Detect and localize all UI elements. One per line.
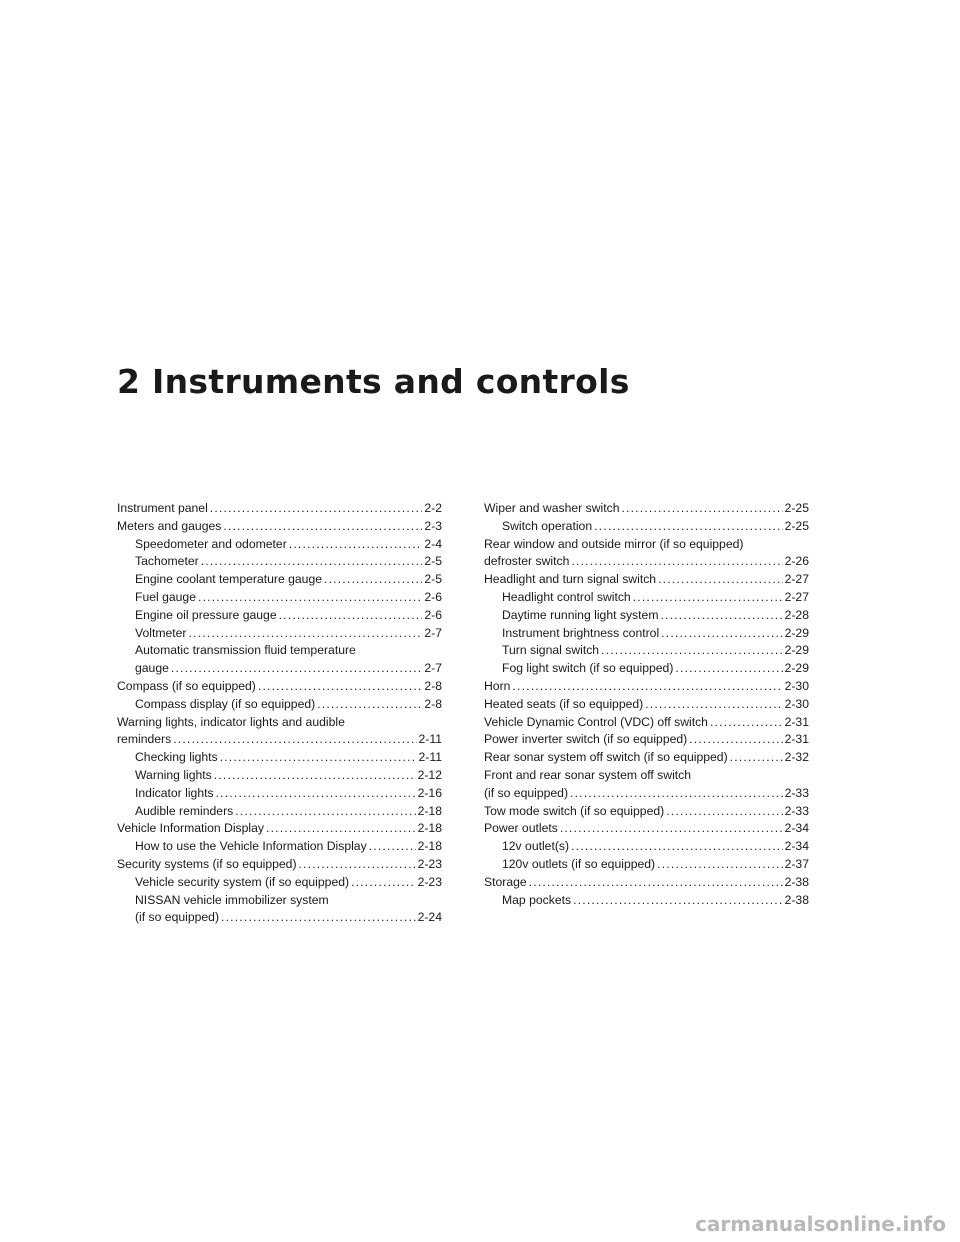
toc-entry[interactable] (484, 838, 809, 856)
toc-entry-title: Heated seats (if so equipped) (484, 696, 644, 711)
toc-right-column (484, 500, 809, 909)
toc-entry[interactable] (484, 749, 809, 767)
toc-entry[interactable] (484, 500, 809, 518)
toc-entry[interactable] (484, 571, 809, 589)
dot-leader (657, 856, 782, 874)
dot-leader (216, 785, 416, 803)
dot-leader (279, 607, 423, 625)
toc-entry-title: Checking lights (135, 750, 218, 765)
toc-entry-title: Instrument panel (117, 501, 208, 515)
toc-entry[interactable] (117, 874, 442, 892)
toc-entry-title: Audible reminders (135, 803, 234, 818)
dot-leader (666, 803, 782, 821)
toc-entry-title-line1: Front and rear sonar system off switch (484, 767, 692, 782)
toc-entry-title: Fuel gauge (135, 589, 196, 604)
dot-leader (369, 838, 416, 856)
toc-entry-title: 120v outlets (if so equipped) (502, 856, 656, 871)
toc-entry[interactable] (484, 874, 809, 892)
dot-leader (661, 625, 782, 643)
toc-entry[interactable] (484, 625, 809, 643)
toc-entry[interactable] (117, 838, 442, 856)
toc-entry-title: Fog light switch (if so equipped) (502, 661, 674, 676)
toc-entry-title: Vehicle Information Display (117, 821, 264, 836)
toc-entry-title: Speedometer and odometer (135, 536, 287, 551)
toc-entry[interactable] (484, 589, 809, 607)
toc-entry-page-number: 2-25 (784, 501, 809, 515)
dot-leader (512, 678, 782, 696)
toc-entry-title: How to use the Vehicle Information Display (135, 839, 367, 854)
toc-entry-page-number: 2-18 (417, 839, 442, 854)
dot-leader (560, 820, 783, 838)
toc-entry[interactable] (484, 803, 809, 821)
dot-leader (351, 874, 416, 892)
toc-entry-title: 12v outlet(s) (502, 839, 570, 854)
toc-entry-title-line1: NISSAN vehicle immobilizer system (135, 892, 329, 907)
toc-entry[interactable] (484, 696, 809, 714)
toc-entry[interactable] (484, 678, 809, 696)
toc-entry[interactable] (484, 660, 809, 678)
toc-entry[interactable] (117, 785, 442, 803)
toc-entry-page-number: 2-11 (418, 732, 442, 747)
toc-entry-title-line1: Warning lights, indicator lights and audible (117, 714, 345, 729)
dot-leader (571, 553, 782, 571)
toc-entry[interactable] (117, 820, 442, 838)
toc-entry-page-number: 2-28 (784, 607, 809, 622)
dot-leader (171, 660, 422, 678)
toc-entry-title: Horn (484, 678, 511, 693)
toc-entry-page-number: 2-16 (417, 785, 442, 800)
toc-entry-title: Power outlets (484, 821, 558, 836)
toc-entry[interactable] (117, 696, 442, 714)
toc-entry-page-number: 2-7 (424, 625, 442, 640)
toc-entry-page-number: 2-12 (417, 767, 442, 782)
toc-entry[interactable] (117, 536, 442, 554)
dot-leader (289, 536, 423, 554)
toc-entry-page-number: 2-33 (784, 803, 809, 818)
dot-leader (188, 625, 422, 643)
toc-entry-title: Vehicle Dynamic Control (VDC) off switch (484, 714, 708, 729)
toc-entry-title: defroster switch (484, 554, 570, 569)
toc-entry[interactable] (117, 625, 442, 643)
toc-entry-title: (if so equipped) (135, 910, 220, 925)
toc-entry-title: Voltmeter (135, 625, 187, 640)
toc-entry-title: Instrument brightness control (502, 625, 660, 640)
dot-leader (235, 803, 415, 821)
toc-entry-title: Engine coolant temperature gauge (135, 572, 323, 587)
dot-leader (266, 820, 416, 838)
toc-entry-page-number: 2-5 (424, 572, 442, 587)
toc-entry-page-number: 2-6 (424, 607, 442, 622)
dot-leader (317, 696, 422, 714)
toc-entry-title: Engine oil pressure gauge (135, 607, 277, 622)
toc-entry-title-line1: Automatic transmission fluid temperature (135, 643, 356, 658)
toc-entry-title: Wiper and washer switch (484, 501, 620, 515)
toc-entry-title: Headlight and turn signal switch (484, 572, 657, 587)
chapter-title: 2 Instruments and controls (117, 362, 630, 401)
dot-leader (730, 749, 783, 767)
toc-entry[interactable] (117, 500, 442, 518)
toc-entry-title: Daytime running light system (502, 607, 659, 622)
toc-entry-page-number: 2-3 (424, 518, 442, 533)
toc-entry[interactable] (117, 767, 442, 785)
dot-leader (223, 518, 422, 536)
dot-leader (621, 500, 782, 518)
dot-leader (675, 660, 782, 678)
toc-entry-title: Vehicle security system (if so equipped) (135, 874, 350, 889)
toc-entry-page-number: 2-5 (424, 554, 442, 569)
dot-leader (198, 589, 422, 607)
watermark: carmanualsonline.info (695, 1212, 946, 1236)
toc-entry[interactable] (117, 571, 442, 589)
toc-entry-title: Turn signal switch (502, 643, 600, 658)
toc-entry[interactable] (117, 749, 442, 767)
toc-entry-title: Compass (if so equipped) (117, 678, 256, 693)
toc-entry-page-number: 2-31 (784, 714, 809, 729)
toc-entry-page-number: 2-34 (784, 839, 809, 854)
toc-entry-page-number: 2-31 (784, 732, 809, 747)
dot-leader (299, 856, 416, 874)
toc-entry-title: (if so equipped) (484, 785, 569, 800)
dot-leader (173, 731, 416, 749)
dot-leader (658, 571, 783, 589)
toc-entry-page-number: 2-29 (784, 625, 809, 640)
toc-entry[interactable] (484, 731, 809, 749)
toc-entry-page-number: 2-30 (784, 678, 809, 693)
toc-entry-page-number: 2-27 (784, 572, 809, 587)
toc-entry-page-number: 2-32 (784, 750, 809, 765)
toc-entry-page-number: 2-30 (784, 696, 809, 711)
toc-entry-page-number: 2-26 (784, 554, 809, 569)
toc-entry-page-number: 2-37 (784, 856, 809, 871)
toc-entry[interactable] (484, 518, 809, 536)
toc-entry-title: reminders (117, 732, 172, 747)
toc-entry[interactable] (117, 553, 442, 571)
toc-entry-page-number: 2-8 (424, 696, 442, 711)
dot-leader (201, 553, 423, 571)
toc-entry-page-number: 2-18 (417, 821, 442, 836)
toc-entry-title: Storage (484, 874, 527, 889)
toc-entry-title: Warning lights (135, 767, 212, 782)
toc-entry-page-number: 2-7 (424, 661, 442, 676)
toc-entry-title: Rear sonar system off switch (if so equipped) (484, 750, 728, 765)
dot-leader (214, 767, 416, 785)
toc-entry-page-number: 2-27 (784, 589, 809, 604)
toc-entry-title: gauge (135, 661, 169, 676)
toc-entry[interactable] (117, 518, 442, 536)
toc-entry-page-number: 2-29 (784, 661, 809, 676)
toc-entry[interactable] (117, 678, 442, 696)
toc-entry[interactable] (117, 892, 442, 928)
toc-entry-page-number: 2-23 (417, 874, 442, 889)
dot-leader (594, 518, 782, 536)
toc-entry-title: Map pockets (502, 892, 572, 907)
toc-entry[interactable] (484, 536, 809, 572)
toc-entry[interactable] (484, 607, 809, 625)
toc-entry[interactable] (484, 642, 809, 660)
toc-entry-page-number: 2-24 (417, 910, 442, 925)
dot-leader (645, 696, 782, 714)
toc-entry-title: Tow mode switch (if so equipped) (484, 803, 665, 818)
dot-leader (689, 731, 782, 749)
toc-entry[interactable] (484, 714, 809, 732)
toc-entry-page-number: 2-18 (417, 803, 442, 818)
toc-entry-title: Headlight control switch (502, 589, 631, 604)
toc-entry-page-number: 2-38 (784, 892, 809, 907)
toc-entry-page-number: 2-11 (418, 750, 442, 765)
dot-leader (258, 678, 423, 696)
dot-leader (529, 874, 783, 892)
toc-entry[interactable] (117, 642, 442, 678)
toc-entry-title: Switch operation (502, 518, 593, 533)
toc-entry[interactable] (117, 803, 442, 821)
toc-entry-page-number: 2-25 (784, 518, 809, 533)
toc-entry-title: Security systems (if so equipped) (117, 856, 297, 871)
toc-entry-title: Meters and gauges (117, 518, 222, 533)
dot-leader (601, 642, 783, 660)
toc-entry-page-number: 2-29 (784, 643, 809, 658)
toc-entry-title: Power inverter switch (if so equipped) (484, 732, 688, 747)
toc-entry-title-line1: Rear window and outside mirror (if so equipped) (484, 536, 744, 551)
dot-leader (571, 838, 783, 856)
toc-entry[interactable] (484, 767, 809, 803)
toc-entry-page-number: 2-34 (784, 821, 809, 836)
toc-entry[interactable] (117, 714, 442, 750)
toc-entry-title: Tachometer (135, 554, 199, 569)
dot-leader (660, 607, 782, 625)
dot-leader (324, 571, 422, 589)
toc-entry[interactable] (117, 589, 442, 607)
toc-entry-page-number: 2-23 (417, 856, 442, 871)
dot-leader (220, 749, 417, 767)
toc-entry-page-number: 2-2 (424, 501, 442, 515)
toc-entry-page-number: 2-8 (424, 678, 442, 693)
toc-entry-page-number: 2-6 (424, 589, 442, 604)
toc-entry[interactable] (117, 856, 442, 874)
dot-leader (710, 714, 783, 732)
dot-leader (221, 909, 416, 927)
toc-entry-title: Indicator lights (135, 785, 214, 800)
dot-leader (210, 500, 423, 518)
toc-entry[interactable] (484, 856, 809, 874)
toc-left-column (117, 500, 442, 927)
toc-entry[interactable] (117, 607, 442, 625)
toc-entry[interactable] (484, 820, 809, 838)
dot-leader (573, 892, 782, 910)
toc-entry-page-number: 2-38 (784, 874, 809, 889)
dot-leader (633, 589, 783, 607)
toc-entry-page-number: 2-33 (784, 785, 809, 800)
dot-leader (570, 785, 783, 803)
toc-entry[interactable] (484, 892, 809, 910)
toc-entry-page-number: 2-4 (424, 536, 442, 551)
toc-entry-title: Compass display (if so equipped) (135, 696, 316, 711)
